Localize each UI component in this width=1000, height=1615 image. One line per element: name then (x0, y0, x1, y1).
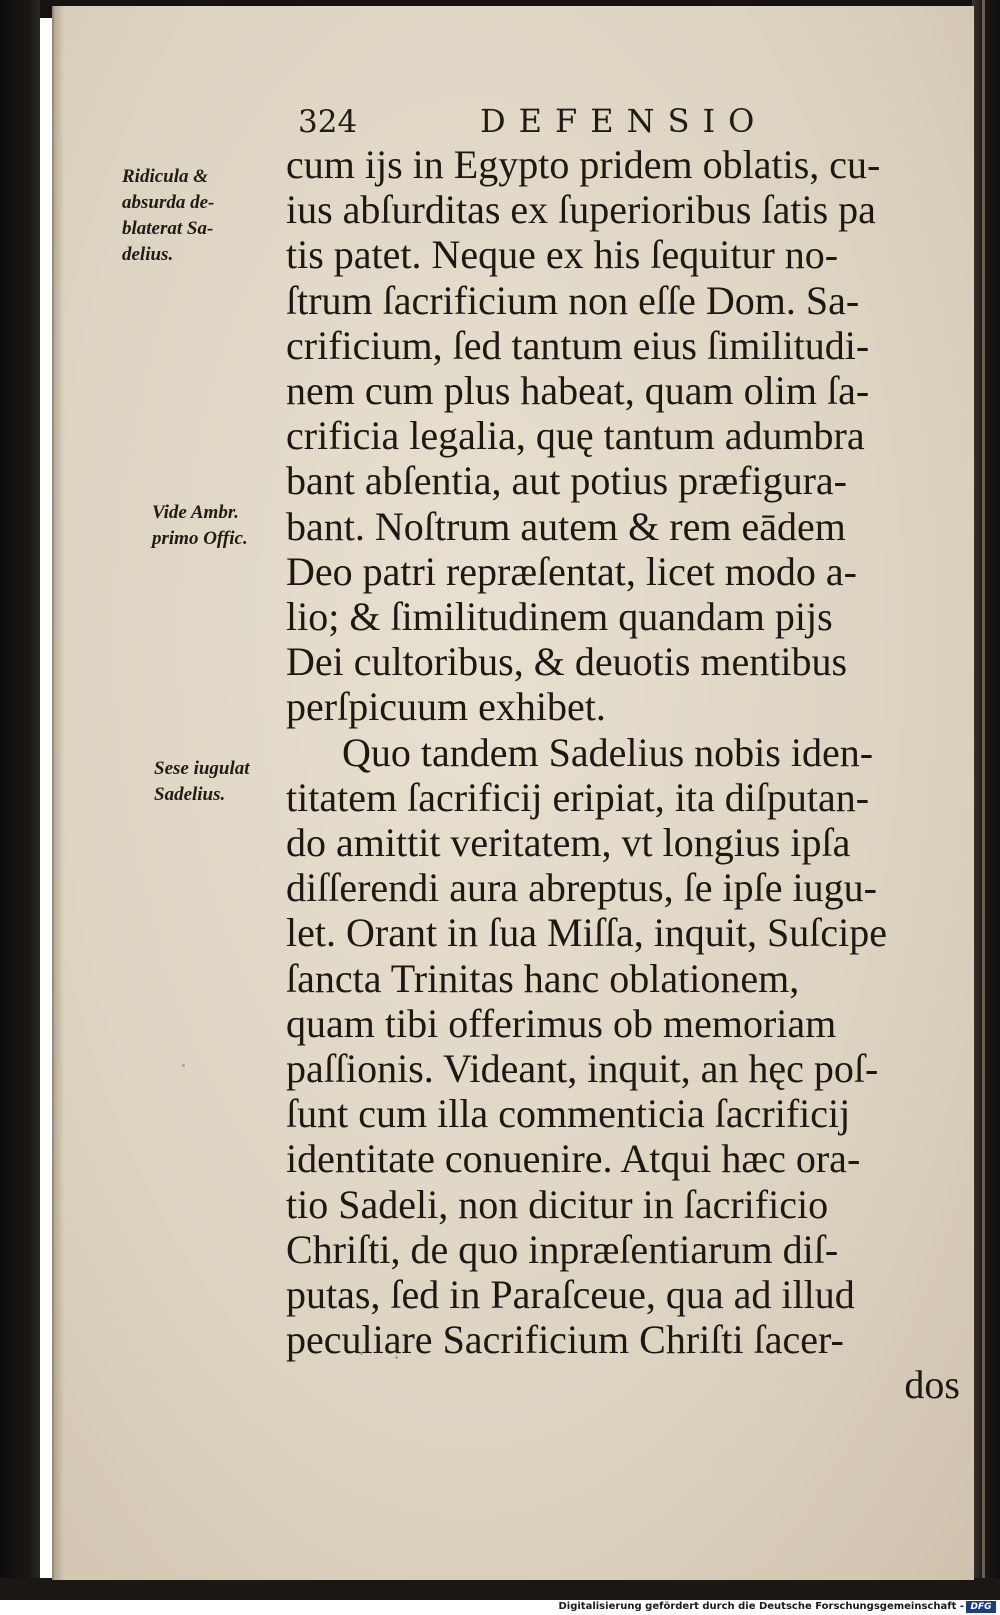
text-line: Quo tandem Sadelius nobis iden- (342, 729, 874, 775)
catchword: dos (904, 1362, 960, 1408)
digitization-credit: Digitalisierung gefördert durch die Deutsche Forschungsgemeinschaft - (558, 1601, 964, 1612)
text-line: cum ijs in Egypto pridem oblatis, cu- (286, 142, 881, 187)
text-line: tio Sadeli, non dicitur in ſacrificio (286, 1181, 829, 1227)
text-line: titatem ſacrificij eripiat, ita diſputan- (286, 774, 870, 820)
text-line: tis patet. Neque ex his ſequitur no- (286, 232, 839, 278)
text-line: lio; & ſimilitudinem quandam pijs (286, 594, 833, 640)
text-line: crificium, ſed tantum eius ſimilitudi- (286, 322, 870, 368)
text-line: perſpicuum exhibet. (286, 684, 606, 730)
text-line: crificia legalia, quę tantum adumbra (286, 413, 865, 459)
book-bottom-edge (0, 1578, 1000, 1600)
page-number: 324 (298, 104, 358, 140)
book-spine-stripe (982, 0, 985, 1600)
text-line: identitate conuenire. Atqui hæc ora- (286, 1136, 861, 1182)
text-line: ſunt cum illa commenticia ſacrificij (286, 1091, 851, 1137)
text-line: nem cum plus habeat, quam olim ſa- (286, 368, 870, 414)
marginal-note-line: absurda de- (122, 192, 215, 213)
marginal-note-line: delius. (122, 244, 174, 265)
running-head: DEFENSIO (480, 102, 768, 140)
text-line: Deo patri repræſentat, licet modo a- (286, 548, 857, 594)
dfg-logo: DFG (966, 1601, 996, 1613)
ink-speck (182, 1064, 185, 1067)
marginal-note-line: blaterat Sa- (122, 218, 214, 239)
marginal-note (152, 500, 248, 552)
text-line: Dei cultoribus, & deuotis mentibus (286, 639, 848, 685)
text-line: paſſionis. Videant, inquit, an hęc poſ- (286, 1046, 879, 1092)
page-gutter-shadow (52, 6, 64, 1580)
text-line: bant. Noſtrum autem & rem eādem (286, 503, 846, 549)
text-line: putas, ſed in Paraſceue, qua ad illud (286, 1272, 855, 1318)
book-left-edge (0, 0, 40, 1600)
marginal-note-line: Vide Ambr. (152, 502, 239, 523)
text-line: do amittit veritatem, vt longius ipſa (286, 820, 851, 866)
text-line: diſſerendi aura abreptus, ſe ipſe iugu- (286, 865, 877, 911)
marginal-note-line: Ridicula & (122, 166, 209, 187)
text-line: peculiare Sacrificium Chriſti ſacer- (286, 1317, 844, 1363)
marginal-note (122, 164, 214, 268)
marginal-note-line: Sese iugulat (154, 758, 250, 779)
marginal-note-line: primo Offic. (152, 528, 248, 549)
main-text-block (286, 142, 966, 1408)
book-right-edge (972, 0, 1000, 1600)
marginal-note (154, 756, 250, 808)
marginal-note-line: Sadelius. (154, 784, 226, 805)
text-line: ſancta Trinitas hanc oblationem, (286, 955, 800, 1001)
text-line: quam tibi offerimus ob memoriam (286, 1000, 837, 1046)
text-line: Chriſti, de quo inpræſentiarum diſ- (286, 1226, 839, 1272)
text-line: ius abſurditas ex ſuperioribus ſatis pa (286, 187, 876, 233)
text-line: let. Orant in ſua Miſſa, inquit, Suſcipe (286, 910, 888, 956)
text-line: bant abſentia, aut potius præfigura- (286, 458, 847, 504)
text-line: ſtrum ſacrificium non eſſe Dom. Sa- (286, 277, 860, 323)
